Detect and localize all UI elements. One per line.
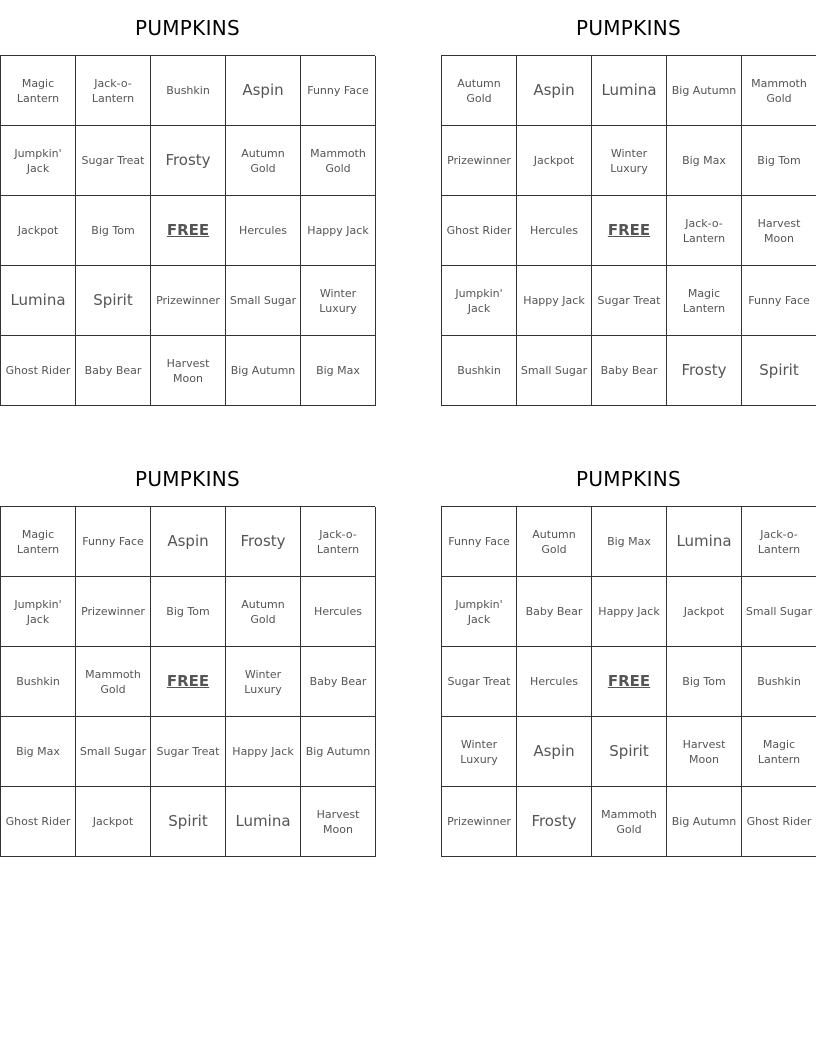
bingo-cell: Mammoth Gold bbox=[76, 647, 151, 717]
bingo-cell: Winter Luxury bbox=[301, 266, 376, 336]
bingo-cell: Small Sugar bbox=[76, 717, 151, 787]
bingo-cell: Happy Jack bbox=[301, 196, 376, 266]
bingo-cell: Jack-o-Lantern bbox=[76, 56, 151, 126]
bingo-cell: Big Tom bbox=[151, 577, 226, 647]
bingo-cell: Autumn Gold bbox=[442, 56, 517, 126]
bingo-cell: Ghost Rider bbox=[442, 196, 517, 266]
bingo-cell: Prizewinner bbox=[442, 787, 517, 857]
bingo-cell: Jackpot bbox=[1, 196, 76, 266]
bingo-cell: Big Max bbox=[1, 717, 76, 787]
bingo-cell: Prizewinner bbox=[151, 266, 226, 336]
bingo-cell: Sugar Treat bbox=[442, 647, 517, 717]
bingo-cell: Frosty bbox=[517, 787, 592, 857]
bingo-cell: Winter Luxury bbox=[442, 717, 517, 787]
bingo-cell: Big Tom bbox=[76, 196, 151, 266]
bingo-cell: Ghost Rider bbox=[742, 787, 816, 857]
bingo-cell: Jumpkin' Jack bbox=[1, 577, 76, 647]
bingo-cell: Big Autumn bbox=[301, 717, 376, 787]
bingo-grid bbox=[441, 55, 816, 406]
bingo-cell: Baby Bear bbox=[592, 336, 667, 406]
bingo-cell: Hercules bbox=[517, 647, 592, 717]
bingo-cell: Funny Face bbox=[442, 507, 517, 577]
bingo-cell: Big Max bbox=[667, 126, 742, 196]
bingo-cell: Happy Jack bbox=[226, 717, 301, 787]
bingo-cell: Sugar Treat bbox=[592, 266, 667, 336]
free-space: FREE bbox=[151, 196, 226, 266]
bingo-card-4 bbox=[441, 451, 816, 857]
bingo-cell: Jumpkin' Jack bbox=[442, 266, 517, 336]
bingo-cell: Jumpkin' Jack bbox=[1, 126, 76, 196]
bingo-cell: Winter Luxury bbox=[226, 647, 301, 717]
bingo-cell: Hercules bbox=[226, 196, 301, 266]
bingo-cell: Winter Luxury bbox=[592, 126, 667, 196]
bingo-cell: Jackpot bbox=[517, 126, 592, 196]
bingo-cell: Aspin bbox=[517, 717, 592, 787]
card-title: PUMPKINS bbox=[575, 466, 682, 491]
bingo-cell: Small Sugar bbox=[517, 336, 592, 406]
bingo-cell: Jack-o-Lantern bbox=[667, 196, 742, 266]
bingo-cell: Magic Lantern bbox=[742, 717, 816, 787]
free-space: FREE bbox=[592, 196, 667, 266]
bingo-cell: Small Sugar bbox=[742, 577, 816, 647]
bingo-cell: Sugar Treat bbox=[76, 126, 151, 196]
bingo-cell: Spirit bbox=[76, 266, 151, 336]
bingo-grid bbox=[0, 55, 375, 406]
bingo-cell: Jumpkin' Jack bbox=[442, 577, 517, 647]
bingo-cell: Prizewinner bbox=[76, 577, 151, 647]
bingo-cell: Bushkin bbox=[442, 336, 517, 406]
bingo-cell: Jack-o-Lantern bbox=[301, 507, 376, 577]
bingo-cell: Magic Lantern bbox=[667, 266, 742, 336]
bingo-cell: Baby Bear bbox=[301, 647, 376, 717]
bingo-cell: Ghost Rider bbox=[1, 336, 76, 406]
bingo-cell: Lumina bbox=[226, 787, 301, 857]
bingo-cell: Happy Jack bbox=[517, 266, 592, 336]
bingo-cell: Spirit bbox=[592, 717, 667, 787]
bingo-cell: Funny Face bbox=[742, 266, 816, 336]
bingo-cell: Bushkin bbox=[151, 56, 226, 126]
bingo-cell: Big Autumn bbox=[667, 787, 742, 857]
bingo-cell: Mammoth Gold bbox=[742, 56, 816, 126]
bingo-cell: Funny Face bbox=[76, 507, 151, 577]
bingo-cell: Bushkin bbox=[1, 647, 76, 717]
bingo-cell: Prizewinner bbox=[442, 126, 517, 196]
bingo-cell: Big Tom bbox=[667, 647, 742, 717]
bingo-cell: Jack-o-Lantern bbox=[742, 507, 816, 577]
card-title: PUMPKINS bbox=[134, 466, 241, 491]
bingo-cell: Aspin bbox=[226, 56, 301, 126]
bingo-cell: Small Sugar bbox=[226, 266, 301, 336]
bingo-cell: Happy Jack bbox=[592, 577, 667, 647]
card-title: PUMPKINS bbox=[575, 15, 682, 40]
bingo-cell: Harvest Moon bbox=[742, 196, 816, 266]
bingo-cell: Spirit bbox=[151, 787, 226, 857]
free-space: FREE bbox=[151, 647, 226, 717]
bingo-grid bbox=[0, 506, 375, 857]
bingo-cell: Magic Lantern bbox=[1, 56, 76, 126]
card-title: PUMPKINS bbox=[134, 15, 241, 40]
bingo-cell: Spirit bbox=[742, 336, 816, 406]
free-space: FREE bbox=[592, 647, 667, 717]
bingo-cell: Frosty bbox=[151, 126, 226, 196]
bingo-cell: Big Autumn bbox=[226, 336, 301, 406]
bingo-card-1 bbox=[0, 0, 375, 406]
bingo-card-3 bbox=[0, 451, 375, 857]
bingo-cell: Funny Face bbox=[301, 56, 376, 126]
bingo-cell: Hercules bbox=[517, 196, 592, 266]
bingo-cell: Harvest Moon bbox=[301, 787, 376, 857]
bingo-cell: Frosty bbox=[226, 507, 301, 577]
bingo-cell: Big Max bbox=[301, 336, 376, 406]
bingo-cell: Lumina bbox=[592, 56, 667, 126]
bingo-cell: Lumina bbox=[1, 266, 76, 336]
bingo-cell: Jackpot bbox=[76, 787, 151, 857]
bingo-cell: Harvest Moon bbox=[151, 336, 226, 406]
bingo-cell: Hercules bbox=[301, 577, 376, 647]
bingo-cell: Aspin bbox=[151, 507, 226, 577]
bingo-cell: Bushkin bbox=[742, 647, 816, 717]
bingo-cell: Big Tom bbox=[742, 126, 816, 196]
bingo-cell: Aspin bbox=[517, 56, 592, 126]
bingo-cell: Autumn Gold bbox=[517, 507, 592, 577]
bingo-cell: Harvest Moon bbox=[667, 717, 742, 787]
bingo-card-2 bbox=[441, 0, 816, 406]
bingo-cell: Big Autumn bbox=[667, 56, 742, 126]
bingo-cell: Frosty bbox=[667, 336, 742, 406]
bingo-cell: Autumn Gold bbox=[226, 126, 301, 196]
bingo-cell: Jackpot bbox=[667, 577, 742, 647]
bingo-cell: Big Max bbox=[592, 507, 667, 577]
bingo-cell: Sugar Treat bbox=[151, 717, 226, 787]
bingo-cell: Lumina bbox=[667, 507, 742, 577]
bingo-cell: Magic Lantern bbox=[1, 507, 76, 577]
bingo-cell: Baby Bear bbox=[76, 336, 151, 406]
bingo-cell: Mammoth Gold bbox=[592, 787, 667, 857]
bingo-grid bbox=[441, 506, 816, 857]
bingo-cell: Baby Bear bbox=[517, 577, 592, 647]
bingo-cell: Ghost Rider bbox=[1, 787, 76, 857]
bingo-cell: Mammoth Gold bbox=[301, 126, 376, 196]
bingo-cell: Autumn Gold bbox=[226, 577, 301, 647]
